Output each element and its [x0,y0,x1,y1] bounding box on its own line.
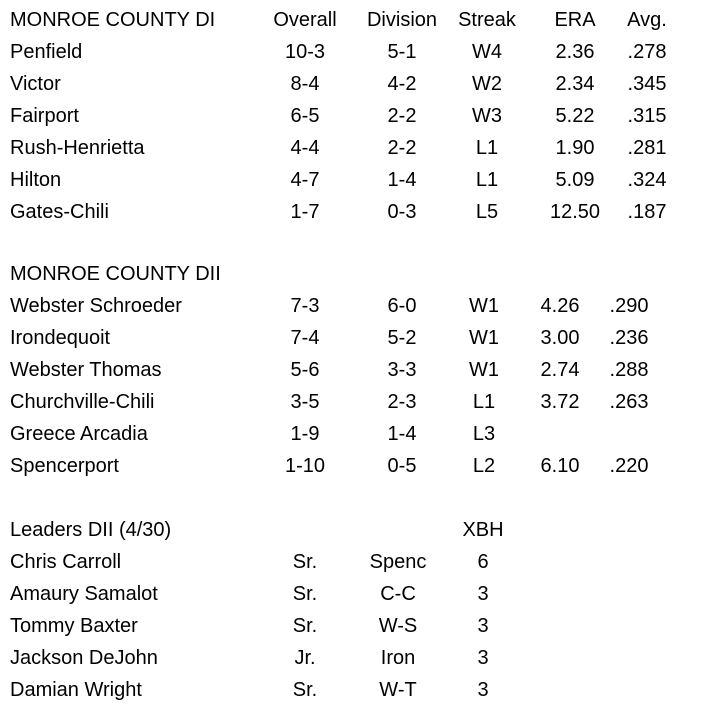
player-name: Damian Wright [10,679,142,701]
player-team: Spenc [369,551,427,573]
streak-value: W3 [472,105,502,127]
avg-value: .288 [609,359,649,381]
overall-record: 1-10 [284,455,326,477]
table-row [0,68,706,100]
overall-record: 10-3 [284,41,326,63]
xbh-header: XBH [462,519,504,541]
streak-value: L1 [475,137,499,159]
di-avg-header: Avg. [627,9,667,31]
player-year: Sr. [292,551,318,573]
era-value: 1.90 [555,137,595,159]
table-row [0,196,706,228]
player-team: W-T [379,679,417,701]
di-section-title: MONROE COUNTY DI [10,9,216,31]
division-record: 1-4 [387,423,417,445]
avg-value: .345 [627,73,667,95]
table-row [0,322,706,354]
overall-record: 8-4 [290,73,320,95]
player-name: Jackson DeJohn [10,647,158,669]
overall-record: 1-9 [290,423,320,445]
overall-record: 4-7 [290,169,320,191]
era-value: 3.72 [540,391,580,413]
era-value: 2.34 [555,73,595,95]
avg-value: .187 [627,201,667,223]
team-name: Churchville-Chili [10,391,155,413]
era-value: 2.74 [540,359,580,381]
division-record: 6-0 [387,295,417,317]
dii-header-row [0,258,706,290]
team-name: Penfield [10,41,83,63]
di-division-header: Division [366,9,438,31]
overall-record: 1-7 [290,201,320,223]
table-row [0,132,706,164]
era-value: 3.00 [540,327,580,349]
list-item [0,546,706,578]
avg-value: .281 [627,137,667,159]
avg-value: .220 [609,455,649,477]
team-name: Webster Schroeder [10,295,182,317]
era-value: 12.50 [549,201,601,223]
player-year: Sr. [292,583,318,605]
team-name: Hilton [10,169,62,191]
division-record: 0-5 [387,455,417,477]
streak-value: L5 [475,201,499,223]
di-overall-header: Overall [273,9,337,31]
division-record: 1-4 [387,169,417,191]
streak-value: L3 [472,423,496,445]
era-value: 2.36 [555,41,595,63]
era-value: 5.22 [555,105,595,127]
streak-value: W1 [469,295,499,317]
overall-record: 7-3 [290,295,320,317]
overall-record: 4-4 [290,137,320,159]
player-team: W-S [378,615,418,637]
overall-record: 3-5 [290,391,320,413]
streak-value: W4 [472,41,502,63]
division-record: 3-3 [387,359,417,381]
division-record: 5-2 [387,327,417,349]
player-year: Sr. [292,679,318,701]
player-team: Iron [380,647,416,669]
streak-value: W1 [469,327,499,349]
avg-value: .236 [609,327,649,349]
player-name: Amaury Samalot [10,583,158,605]
streak-value: W1 [469,359,499,381]
player-year: Jr. [294,647,316,669]
streak-value: L1 [475,169,499,191]
avg-value: .263 [609,391,649,413]
streak-value: W2 [472,73,502,95]
xbh-value: 3 [477,583,489,605]
team-name: Rush-Henrietta [10,137,145,159]
di-header-row [0,4,706,36]
avg-value: .290 [609,295,649,317]
list-item [0,642,706,674]
team-name: Fairport [10,105,79,127]
leaders-header-row [0,514,706,546]
player-year: Sr. [292,615,318,637]
team-name: Gates-Chili [10,201,109,223]
overall-record: 5-6 [290,359,320,381]
list-item [0,578,706,610]
list-item [0,610,706,642]
table-row [0,386,706,418]
division-record: 5-1 [387,41,417,63]
di-streak-header: Streak [458,9,516,31]
division-record: 4-2 [387,73,417,95]
table-row [0,450,706,482]
team-name: Webster Thomas [10,359,162,381]
player-team: C-C [380,583,416,605]
table-row [0,354,706,386]
list-item [0,674,706,706]
overall-record: 7-4 [290,327,320,349]
streak-value: L2 [472,455,496,477]
xbh-value: 3 [477,615,489,637]
team-name: Victor [10,73,61,95]
xbh-value: 6 [477,551,489,573]
era-value: 4.26 [540,295,580,317]
player-name: Chris Carroll [10,551,122,573]
era-value: 5.09 [555,169,595,191]
avg-value: .278 [627,41,667,63]
dii-section-title: MONROE COUNTY DII [10,263,221,285]
team-name: Spencerport [10,455,119,477]
team-name: Irondequoit [10,327,111,349]
table-row [0,418,706,450]
table-row [0,290,706,322]
era-value: 6.10 [540,455,580,477]
xbh-value: 3 [477,647,489,669]
xbh-value: 3 [477,679,489,701]
table-row [0,100,706,132]
avg-value: .315 [627,105,667,127]
overall-record: 6-5 [290,105,320,127]
player-name: Tommy Baxter [10,615,138,637]
table-row [0,36,706,68]
division-record: 0-3 [387,201,417,223]
streak-value: L1 [472,391,496,413]
avg-value: .324 [627,169,667,191]
leaders-section-title: Leaders DII (4/30) [10,519,172,541]
di-era-header: ERA [554,9,596,31]
division-record: 2-2 [387,105,417,127]
table-row [0,164,706,196]
division-record: 2-3 [387,391,417,413]
team-name: Greece Arcadia [10,423,148,445]
division-record: 2-2 [387,137,417,159]
